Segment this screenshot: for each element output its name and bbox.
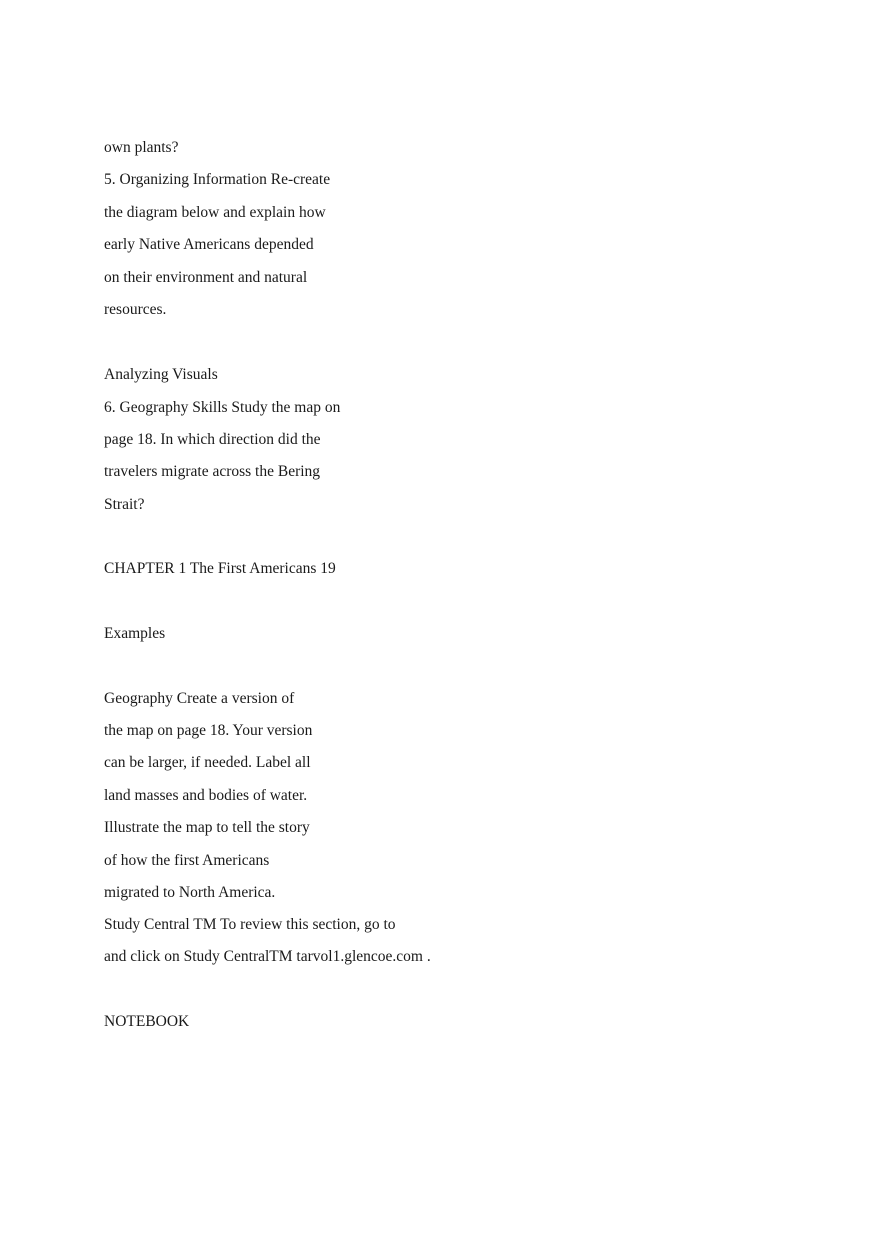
text-line: Illustrate the map to tell the story (104, 819, 310, 836)
text-line: travelers migrate across the Bering (104, 463, 321, 480)
text-line: page 18. In which direction did the (104, 431, 321, 448)
text-line: the diagram below and explain how (104, 204, 326, 221)
text-line: and click on Study CentralTM tarvol1.glencoe.com . (104, 948, 431, 965)
text-line: the map on page 18. Your version (104, 722, 313, 739)
text-line: migrated to North America. (104, 884, 276, 901)
text-line: of how the first Americans (104, 852, 270, 869)
chapter-footer: CHAPTER 1 The First Americans 19 (104, 560, 336, 577)
section-heading: Examples (104, 625, 166, 642)
text-line: on their environment and natural (104, 269, 308, 286)
text-line: Strait? (104, 496, 145, 513)
text-line: 6. Geography Skills Study the map on (104, 399, 341, 416)
text-line: land masses and bodies of water. (104, 787, 308, 804)
text-line: early Native Americans depended (104, 236, 314, 253)
text-line: own plants? (104, 139, 179, 156)
text-line: 5. Organizing Information Re-create (104, 171, 331, 188)
text-line: Study Central TM To review this section, go to (104, 916, 396, 933)
text-line: resources. (104, 301, 167, 318)
section-heading: NOTEBOOK (104, 1013, 190, 1030)
text-line: can be larger, if needed. Label all (104, 754, 311, 771)
section-heading: Analyzing Visuals (104, 366, 218, 383)
text-line: Geography Create a version of (104, 690, 295, 707)
